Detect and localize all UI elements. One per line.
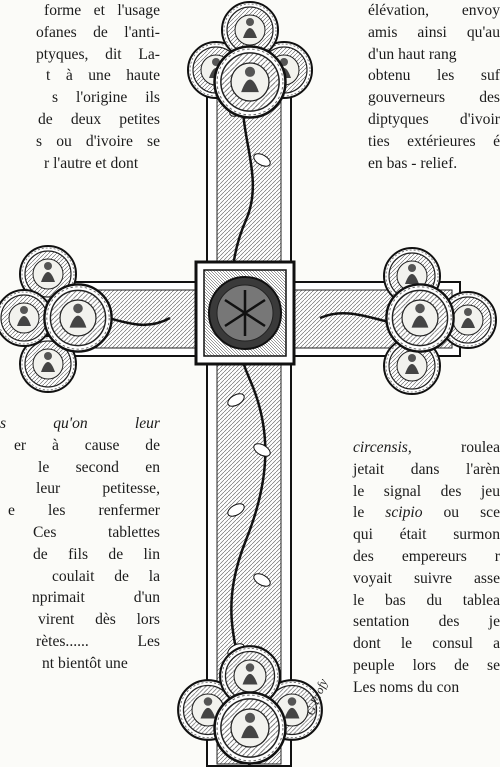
text-line: de deux petites bbox=[38, 110, 160, 128]
text-line: t à une haute bbox=[46, 67, 160, 85]
text-line: amis ainsi qu'au bbox=[368, 23, 500, 41]
text-line: coulait de la bbox=[52, 567, 160, 585]
italic-word-scipio: scipio bbox=[385, 504, 423, 522]
text-line: obtenu les suf bbox=[368, 67, 500, 85]
italic-fragment: s qu'on leur bbox=[0, 415, 160, 432]
text-line: jetait dans l'arèn bbox=[353, 460, 500, 478]
text-line: nprimait d'un bbox=[32, 589, 160, 607]
text-line: ofanes de l'anti- bbox=[36, 23, 160, 41]
text-line: virent dès lors bbox=[38, 611, 160, 629]
text-line: le scipio ou sce bbox=[353, 504, 500, 522]
text-line: dont le consul a bbox=[353, 635, 500, 653]
bottom-terminal bbox=[178, 646, 322, 763]
engraver-signature: G.Profy bbox=[303, 676, 331, 718]
text-line: en bas - relief. bbox=[368, 154, 458, 172]
text-line: e les renfermer bbox=[8, 502, 160, 520]
text-line: le bas du tablea bbox=[353, 591, 500, 609]
italic-word-circensis: circensis bbox=[353, 439, 408, 456]
text-line: des empereurs r bbox=[353, 547, 500, 565]
text-line: s ou d'ivoire se bbox=[36, 132, 160, 150]
text-line: le signal des jeu bbox=[353, 482, 500, 500]
text-line: diptyques d'ivoir bbox=[368, 110, 500, 128]
text-line: de fils de lin bbox=[33, 545, 160, 563]
text-line: d'un haut rang bbox=[368, 45, 457, 63]
text-line: sentation des je bbox=[353, 613, 500, 631]
text-line: Ces tablettes bbox=[33, 523, 160, 541]
text-line: voyait suivre asse bbox=[353, 569, 500, 587]
text-line: qui était surmon bbox=[353, 526, 500, 544]
text-line: er à cause de bbox=[14, 436, 160, 454]
text-line: nt bientôt une bbox=[42, 654, 128, 672]
text-line: gouverneurs des bbox=[368, 89, 500, 107]
text-line: ptyques, dit La- bbox=[36, 45, 160, 63]
text-line: ties extérieures é bbox=[368, 132, 500, 150]
text-line: forme et l'usage bbox=[44, 2, 160, 19]
text-line: leur petitesse, bbox=[36, 480, 160, 498]
text-line: le second en bbox=[38, 458, 160, 476]
right-terminal bbox=[384, 248, 496, 394]
text-line: peuple lors de se bbox=[353, 656, 500, 674]
left-terminal bbox=[0, 246, 112, 392]
text-line: r l'autre et dont bbox=[44, 154, 139, 172]
text-line-rest: , roulea bbox=[407, 439, 500, 456]
text-line: Les noms du con bbox=[353, 678, 460, 696]
text-line: rètes...... Les bbox=[36, 632, 160, 650]
text-line: élévation, envoy bbox=[368, 2, 500, 19]
text-line: s l'origine ils bbox=[52, 89, 160, 107]
